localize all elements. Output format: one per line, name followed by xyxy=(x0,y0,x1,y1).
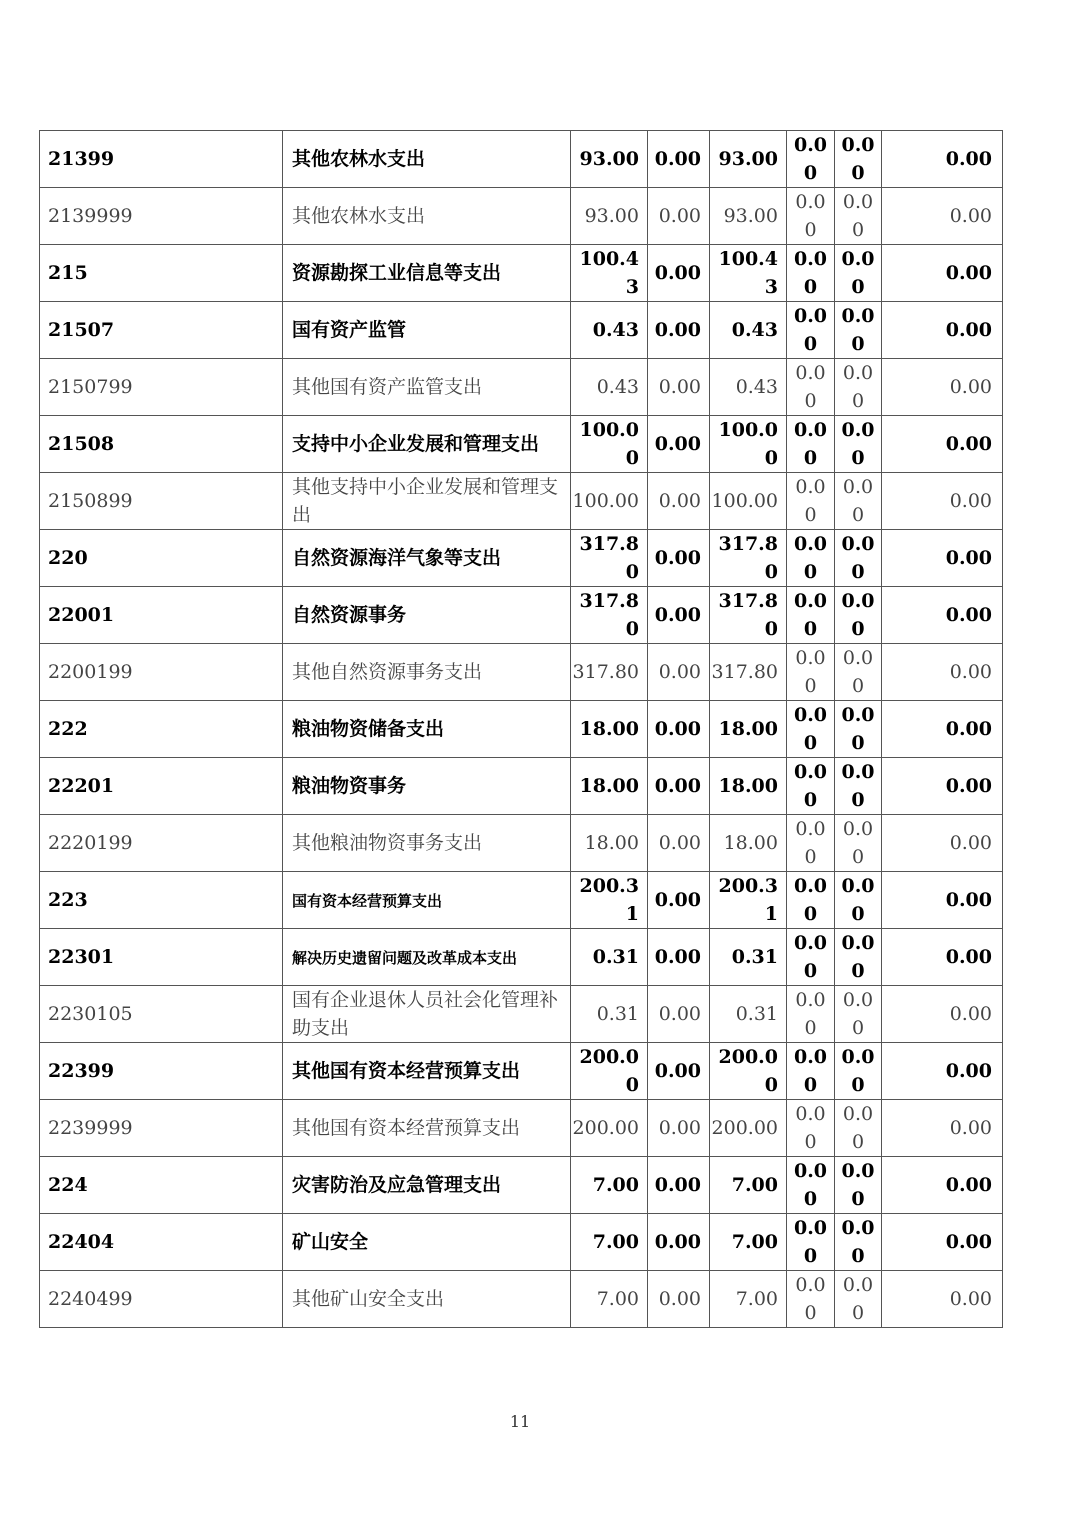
row-value-2: 0.00 xyxy=(648,530,710,587)
row-name: 其他国有资产监管支出 xyxy=(283,359,571,416)
row-value-5: 0.00 xyxy=(835,188,882,245)
row-value-4: 0.00 xyxy=(787,986,835,1043)
row-code: 2240499 xyxy=(40,1271,283,1328)
row-value-5: 0.00 xyxy=(835,131,882,188)
table-row xyxy=(40,701,1003,758)
row-value-1: 100.43 xyxy=(571,245,648,302)
row-value-3: 200.00 xyxy=(710,1100,787,1157)
row-value-3: 200.00 xyxy=(710,1043,787,1100)
row-value-4: 0.00 xyxy=(787,1100,835,1157)
table-row xyxy=(40,131,1003,188)
row-code: 22301 xyxy=(40,929,283,986)
row-value-1: 200.00 xyxy=(571,1043,648,1100)
row-name: 其他粮油物资事务支出 xyxy=(283,815,571,872)
table-row xyxy=(40,758,1003,815)
table-row xyxy=(40,986,1003,1043)
row-name: 粮油物资事务 xyxy=(283,758,571,815)
row-value-4: 0.00 xyxy=(787,131,835,188)
table-row xyxy=(40,473,1003,530)
row-value-2: 0.00 xyxy=(648,1214,710,1271)
row-value-1: 100.00 xyxy=(571,416,648,473)
row-value-4: 0.00 xyxy=(787,1157,835,1214)
row-value-6: 0.00 xyxy=(882,644,1003,701)
row-value-4: 0.00 xyxy=(787,302,835,359)
row-value-4: 0.00 xyxy=(787,473,835,530)
table-row xyxy=(40,1043,1003,1100)
row-code: 22001 xyxy=(40,587,283,644)
row-value-1: 200.31 xyxy=(571,872,648,929)
row-code: 22201 xyxy=(40,758,283,815)
row-value-2: 0.00 xyxy=(648,587,710,644)
row-value-2: 0.00 xyxy=(648,644,710,701)
row-value-1: 0.31 xyxy=(571,929,648,986)
table-row xyxy=(40,530,1003,587)
row-value-2: 0.00 xyxy=(648,359,710,416)
row-code: 2200199 xyxy=(40,644,283,701)
row-value-6: 0.00 xyxy=(882,359,1003,416)
row-code: 22399 xyxy=(40,1043,283,1100)
row-value-1: 317.80 xyxy=(571,587,648,644)
row-value-6: 0.00 xyxy=(882,1157,1003,1214)
row-value-3: 0.43 xyxy=(710,359,787,416)
row-value-6: 0.00 xyxy=(882,302,1003,359)
table-body xyxy=(40,131,1003,1328)
row-value-4: 0.00 xyxy=(787,416,835,473)
row-value-1: 200.00 xyxy=(571,1100,648,1157)
row-code: 222 xyxy=(40,701,283,758)
row-value-6: 0.00 xyxy=(882,245,1003,302)
row-value-3: 200.31 xyxy=(710,872,787,929)
row-value-3: 100.00 xyxy=(710,416,787,473)
row-name: 资源勘探工业信息等支出 xyxy=(283,245,571,302)
row-name: 自然资源海洋气象等支出 xyxy=(283,530,571,587)
row-value-5: 0.00 xyxy=(835,1214,882,1271)
row-value-5: 0.00 xyxy=(835,986,882,1043)
row-value-6: 0.00 xyxy=(882,1100,1003,1157)
row-value-5: 0.00 xyxy=(835,587,882,644)
row-value-4: 0.00 xyxy=(787,1271,835,1328)
row-value-5: 0.00 xyxy=(835,416,882,473)
row-value-4: 0.00 xyxy=(787,872,835,929)
row-value-3: 18.00 xyxy=(710,758,787,815)
row-value-5: 0.00 xyxy=(835,245,882,302)
row-code: 224 xyxy=(40,1157,283,1214)
row-value-3: 93.00 xyxy=(710,188,787,245)
row-value-1: 93.00 xyxy=(571,131,648,188)
row-value-1: 7.00 xyxy=(571,1157,648,1214)
row-value-5: 0.00 xyxy=(835,701,882,758)
budget-table-container xyxy=(39,130,1002,1328)
row-value-3: 317.80 xyxy=(710,644,787,701)
row-code: 2220199 xyxy=(40,815,283,872)
row-name-text: 解决历史遗留问题及改革成本支出 xyxy=(292,948,518,967)
row-value-2: 0.00 xyxy=(648,1271,710,1328)
row-value-4: 0.00 xyxy=(787,359,835,416)
row-name: 其他自然资源事务支出 xyxy=(283,644,571,701)
row-code: 2239999 xyxy=(40,1100,283,1157)
row-value-2: 0.00 xyxy=(648,188,710,245)
row-value-6: 0.00 xyxy=(882,473,1003,530)
table-row xyxy=(40,359,1003,416)
row-value-2: 0.00 xyxy=(648,473,710,530)
row-name: 其他农林水支出 xyxy=(283,131,571,188)
row-name: 支持中小企业发展和管理支出 xyxy=(283,416,571,473)
row-code: 21508 xyxy=(40,416,283,473)
row-value-5: 0.00 xyxy=(835,530,882,587)
table-row xyxy=(40,188,1003,245)
row-value-3: 100.00 xyxy=(710,473,787,530)
row-value-4: 0.00 xyxy=(787,587,835,644)
row-value-2: 0.00 xyxy=(648,872,710,929)
row-value-6: 0.00 xyxy=(882,188,1003,245)
row-value-1: 100.00 xyxy=(571,473,648,530)
row-name: 矿山安全 xyxy=(283,1214,571,1271)
row-value-3: 18.00 xyxy=(710,701,787,758)
row-name: 灾害防治及应急管理支出 xyxy=(283,1157,571,1214)
row-value-2: 0.00 xyxy=(648,758,710,815)
row-code: 220 xyxy=(40,530,283,587)
row-name: 其他国有资本经营预算支出 xyxy=(283,1043,571,1100)
row-value-5: 0.00 xyxy=(835,644,882,701)
table-row xyxy=(40,815,1003,872)
row-value-1: 7.00 xyxy=(571,1271,648,1328)
row-value-3: 0.31 xyxy=(710,986,787,1043)
row-value-4: 0.00 xyxy=(787,929,835,986)
row-value-1: 18.00 xyxy=(571,701,648,758)
row-value-5: 0.00 xyxy=(835,929,882,986)
table-row xyxy=(40,1100,1003,1157)
row-value-5: 0.00 xyxy=(835,815,882,872)
table-row xyxy=(40,1214,1003,1271)
row-value-3: 7.00 xyxy=(710,1271,787,1328)
table-row xyxy=(40,1271,1003,1328)
row-value-2: 0.00 xyxy=(648,131,710,188)
row-value-6: 0.00 xyxy=(882,872,1003,929)
row-value-2: 0.00 xyxy=(648,986,710,1043)
budget-table xyxy=(39,130,1003,1328)
row-value-1: 317.80 xyxy=(571,530,648,587)
row-value-4: 0.00 xyxy=(787,701,835,758)
row-code: 215 xyxy=(40,245,283,302)
row-code: 2150899 xyxy=(40,473,283,530)
row-value-4: 0.00 xyxy=(787,1043,835,1100)
row-code: 2139999 xyxy=(40,188,283,245)
row-name: 国有资产监管 xyxy=(283,302,571,359)
table-row xyxy=(40,872,1003,929)
row-value-5: 0.00 xyxy=(835,1157,882,1214)
row-value-3: 100.43 xyxy=(710,245,787,302)
row-value-5: 0.00 xyxy=(835,1271,882,1328)
row-value-2: 0.00 xyxy=(648,245,710,302)
row-value-6: 0.00 xyxy=(882,131,1003,188)
row-value-6: 0.00 xyxy=(882,530,1003,587)
row-name: 其他支持中小企业发展和管理支出 xyxy=(283,473,571,530)
row-value-3: 18.00 xyxy=(710,815,787,872)
row-name: 其他农林水支出 xyxy=(283,188,571,245)
row-value-6: 0.00 xyxy=(882,1271,1003,1328)
row-value-1: 317.80 xyxy=(571,644,648,701)
row-code: 21507 xyxy=(40,302,283,359)
row-value-5: 0.00 xyxy=(835,302,882,359)
row-value-3: 317.80 xyxy=(710,530,787,587)
row-value-2: 0.00 xyxy=(648,1157,710,1214)
row-name xyxy=(283,872,571,929)
row-value-2: 0.00 xyxy=(648,1043,710,1100)
table-row xyxy=(40,929,1003,986)
row-value-1: 0.31 xyxy=(571,986,648,1043)
row-name: 其他矿山安全支出 xyxy=(283,1271,571,1328)
row-value-6: 0.00 xyxy=(882,986,1003,1043)
row-value-3: 317.80 xyxy=(710,587,787,644)
row-value-6: 0.00 xyxy=(882,587,1003,644)
row-value-1: 0.43 xyxy=(571,359,648,416)
row-code: 2230105 xyxy=(40,986,283,1043)
row-value-4: 0.00 xyxy=(787,644,835,701)
row-value-5: 0.00 xyxy=(835,359,882,416)
row-value-4: 0.00 xyxy=(787,530,835,587)
row-value-4: 0.00 xyxy=(787,815,835,872)
row-value-6: 0.00 xyxy=(882,1214,1003,1271)
row-value-6: 0.00 xyxy=(882,416,1003,473)
row-value-2: 0.00 xyxy=(648,416,710,473)
row-name-text: 国有资本经营预算支出 xyxy=(292,891,443,910)
row-value-5: 0.00 xyxy=(835,872,882,929)
row-name: 自然资源事务 xyxy=(283,587,571,644)
row-value-5: 0.00 xyxy=(835,758,882,815)
table-row xyxy=(40,416,1003,473)
row-code: 223 xyxy=(40,872,283,929)
table-row xyxy=(40,644,1003,701)
row-code: 2150799 xyxy=(40,359,283,416)
row-value-1: 18.00 xyxy=(571,758,648,815)
row-value-2: 0.00 xyxy=(648,701,710,758)
row-value-1: 93.00 xyxy=(571,188,648,245)
row-value-3: 7.00 xyxy=(710,1214,787,1271)
row-value-5: 0.00 xyxy=(835,473,882,530)
row-value-3: 0.31 xyxy=(710,929,787,986)
row-value-3: 93.00 xyxy=(710,131,787,188)
row-value-6: 0.00 xyxy=(882,701,1003,758)
row-name: 粮油物资储备支出 xyxy=(283,701,571,758)
row-name: 其他国有资本经营预算支出 xyxy=(283,1100,571,1157)
page-number: 11 xyxy=(509,1412,531,1431)
table-row xyxy=(40,587,1003,644)
row-value-5: 0.00 xyxy=(835,1100,882,1157)
row-value-4: 0.00 xyxy=(787,245,835,302)
row-code: 22404 xyxy=(40,1214,283,1271)
row-value-2: 0.00 xyxy=(648,302,710,359)
row-value-4: 0.00 xyxy=(787,188,835,245)
row-value-3: 7.00 xyxy=(710,1157,787,1214)
row-value-6: 0.00 xyxy=(882,815,1003,872)
row-value-2: 0.00 xyxy=(648,815,710,872)
table-row xyxy=(40,302,1003,359)
row-value-5: 0.00 xyxy=(835,1043,882,1100)
row-name xyxy=(283,929,571,986)
row-value-4: 0.00 xyxy=(787,758,835,815)
row-name: 国有企业退休人员社会化管理补助支出 xyxy=(283,986,571,1043)
row-value-4: 0.00 xyxy=(787,1214,835,1271)
table-row xyxy=(40,1157,1003,1214)
table-row xyxy=(40,245,1003,302)
row-code: 21399 xyxy=(40,131,283,188)
row-value-1: 0.43 xyxy=(571,302,648,359)
row-value-1: 18.00 xyxy=(571,815,648,872)
row-value-2: 0.00 xyxy=(648,1100,710,1157)
row-value-6: 0.00 xyxy=(882,1043,1003,1100)
row-value-2: 0.00 xyxy=(648,929,710,986)
row-value-6: 0.00 xyxy=(882,758,1003,815)
row-value-6: 0.00 xyxy=(882,929,1003,986)
row-value-1: 7.00 xyxy=(571,1214,648,1271)
row-value-3: 0.43 xyxy=(710,302,787,359)
